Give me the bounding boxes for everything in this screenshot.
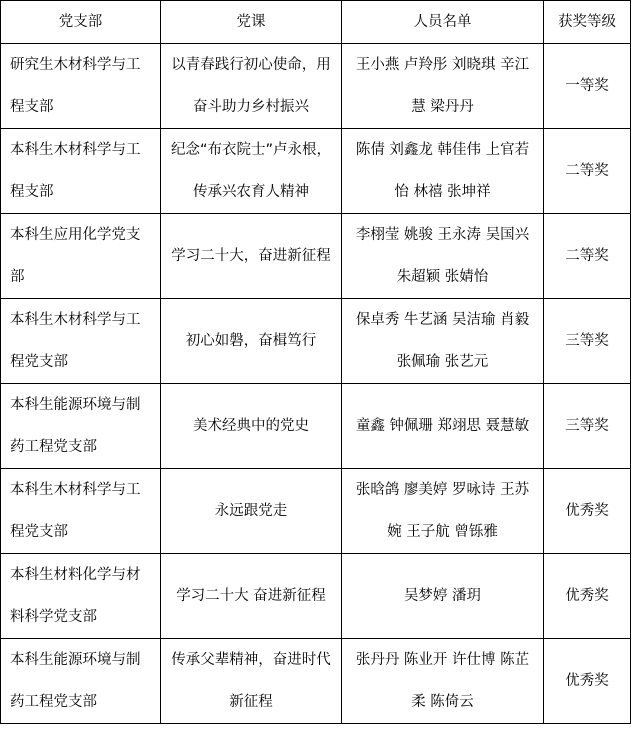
award-cell (544, 214, 631, 299)
table-body (1, 44, 631, 724)
award-cell (544, 639, 631, 724)
members-cell (342, 384, 544, 469)
members-text: 王小燕 卢羚彤 刘晓琪 辛江慧 梁丹丹 (355, 57, 530, 115)
members-text: 张丹丹 陈业开 许仕博 陈芷柔 陈倚云 (355, 652, 530, 710)
branch-cell (1, 384, 161, 469)
award-cell (544, 44, 631, 129)
header-members: 人员名单 (342, 1, 544, 44)
course-text: 以青春践行初心使命，用奋斗助力乡村振兴 (171, 57, 331, 115)
branch-cell (1, 299, 161, 384)
award-cell (544, 384, 631, 469)
branch-cell (1, 129, 161, 214)
course-cell (161, 299, 342, 384)
table-row (1, 639, 631, 724)
branch-cell (1, 554, 161, 639)
course-text: 永远跟党走 (214, 503, 288, 519)
branch-cell (1, 44, 161, 129)
award-text: 优秀奖 (565, 673, 609, 689)
course-text: 学习二十大，奋进新征程 (171, 248, 331, 264)
table-row (1, 129, 631, 214)
members-text: 童鑫 钟佩珊 郑翊思 聂慧敏 (355, 418, 530, 434)
branch-cell (1, 469, 161, 554)
award-text: 一等奖 (565, 78, 609, 94)
award-text: 优秀奖 (565, 588, 609, 604)
table-row (1, 469, 631, 554)
branch-text: 本科生木材科学与工程党支部 (10, 482, 141, 540)
course-text: 初心如磐，奋楫笃行 (185, 333, 317, 349)
branch-text: 本科生能源环境与制药工程党支部 (10, 652, 141, 710)
table-row (1, 214, 631, 299)
award-cell (544, 469, 631, 554)
members-text: 保卓秀 牛艺涵 吴洁瑜 肖毅 张佩瑜 张艺元 (355, 312, 530, 370)
branch-text: 本科生材料化学与材料科学党支部 (10, 567, 141, 625)
branch-text: 研究生木材科学与工程支部 (10, 57, 141, 115)
members-cell (342, 44, 544, 129)
branch-cell (1, 639, 161, 724)
course-cell (161, 44, 342, 129)
course-text: 学习二十大 奋进新征程 (176, 588, 326, 604)
award-cell (544, 299, 631, 384)
members-cell (342, 299, 544, 384)
branch-cell (1, 214, 161, 299)
award-text: 二等奖 (565, 248, 609, 264)
header-branch: 党支部 (1, 1, 161, 44)
members-cell (342, 639, 544, 724)
course-text: 美术经典中的党史 (193, 418, 309, 434)
table-row (1, 299, 631, 384)
members-cell (342, 129, 544, 214)
branch-text: 本科生应用化学党支部 (10, 227, 141, 285)
header-row (1, 1, 631, 44)
award-cell (544, 129, 631, 214)
course-cell (161, 469, 342, 554)
members-cell (342, 469, 544, 554)
table-row (1, 554, 631, 639)
course-cell (161, 554, 342, 639)
branch-text: 本科生能源环境与制药工程党支部 (10, 397, 141, 455)
members-text: 李栩莹 姚骏 王永涛 吴国兴 朱超颖 张婧怡 (355, 227, 530, 285)
award-text: 优秀奖 (565, 503, 609, 519)
table-row (1, 44, 631, 129)
table-header (1, 1, 631, 44)
course-cell (161, 214, 342, 299)
award-cell (544, 554, 631, 639)
members-cell (342, 214, 544, 299)
course-cell (161, 129, 342, 214)
branch-text: 本科生木材科学与工程党支部 (10, 312, 141, 370)
members-text: 吴梦婷 潘玥 (403, 588, 482, 604)
members-cell (342, 554, 544, 639)
course-text: 纪念“布衣院士”卢永根，传承兴农育人精神 (170, 142, 332, 200)
course-cell (161, 639, 342, 724)
award-text: 二等奖 (565, 163, 609, 179)
members-text: 张晗鸽 廖美婷 罗咏诗 王苏婉 王子航 曾铄雅 (355, 482, 530, 540)
header-award: 获奖等级 (544, 1, 631, 44)
award-text: 三等奖 (565, 418, 609, 434)
award-text: 三等奖 (565, 333, 609, 349)
members-text: 陈倩 刘鑫龙 韩佳伟 上官若怡 林禧 张坤祥 (355, 142, 530, 200)
header-course: 党课 (161, 1, 342, 44)
branch-text: 本科生木材科学与工程支部 (10, 142, 141, 200)
table-row (1, 384, 631, 469)
course-cell (161, 384, 342, 469)
course-text: 传承父辈精神，奋进时代新征程 (171, 652, 331, 710)
